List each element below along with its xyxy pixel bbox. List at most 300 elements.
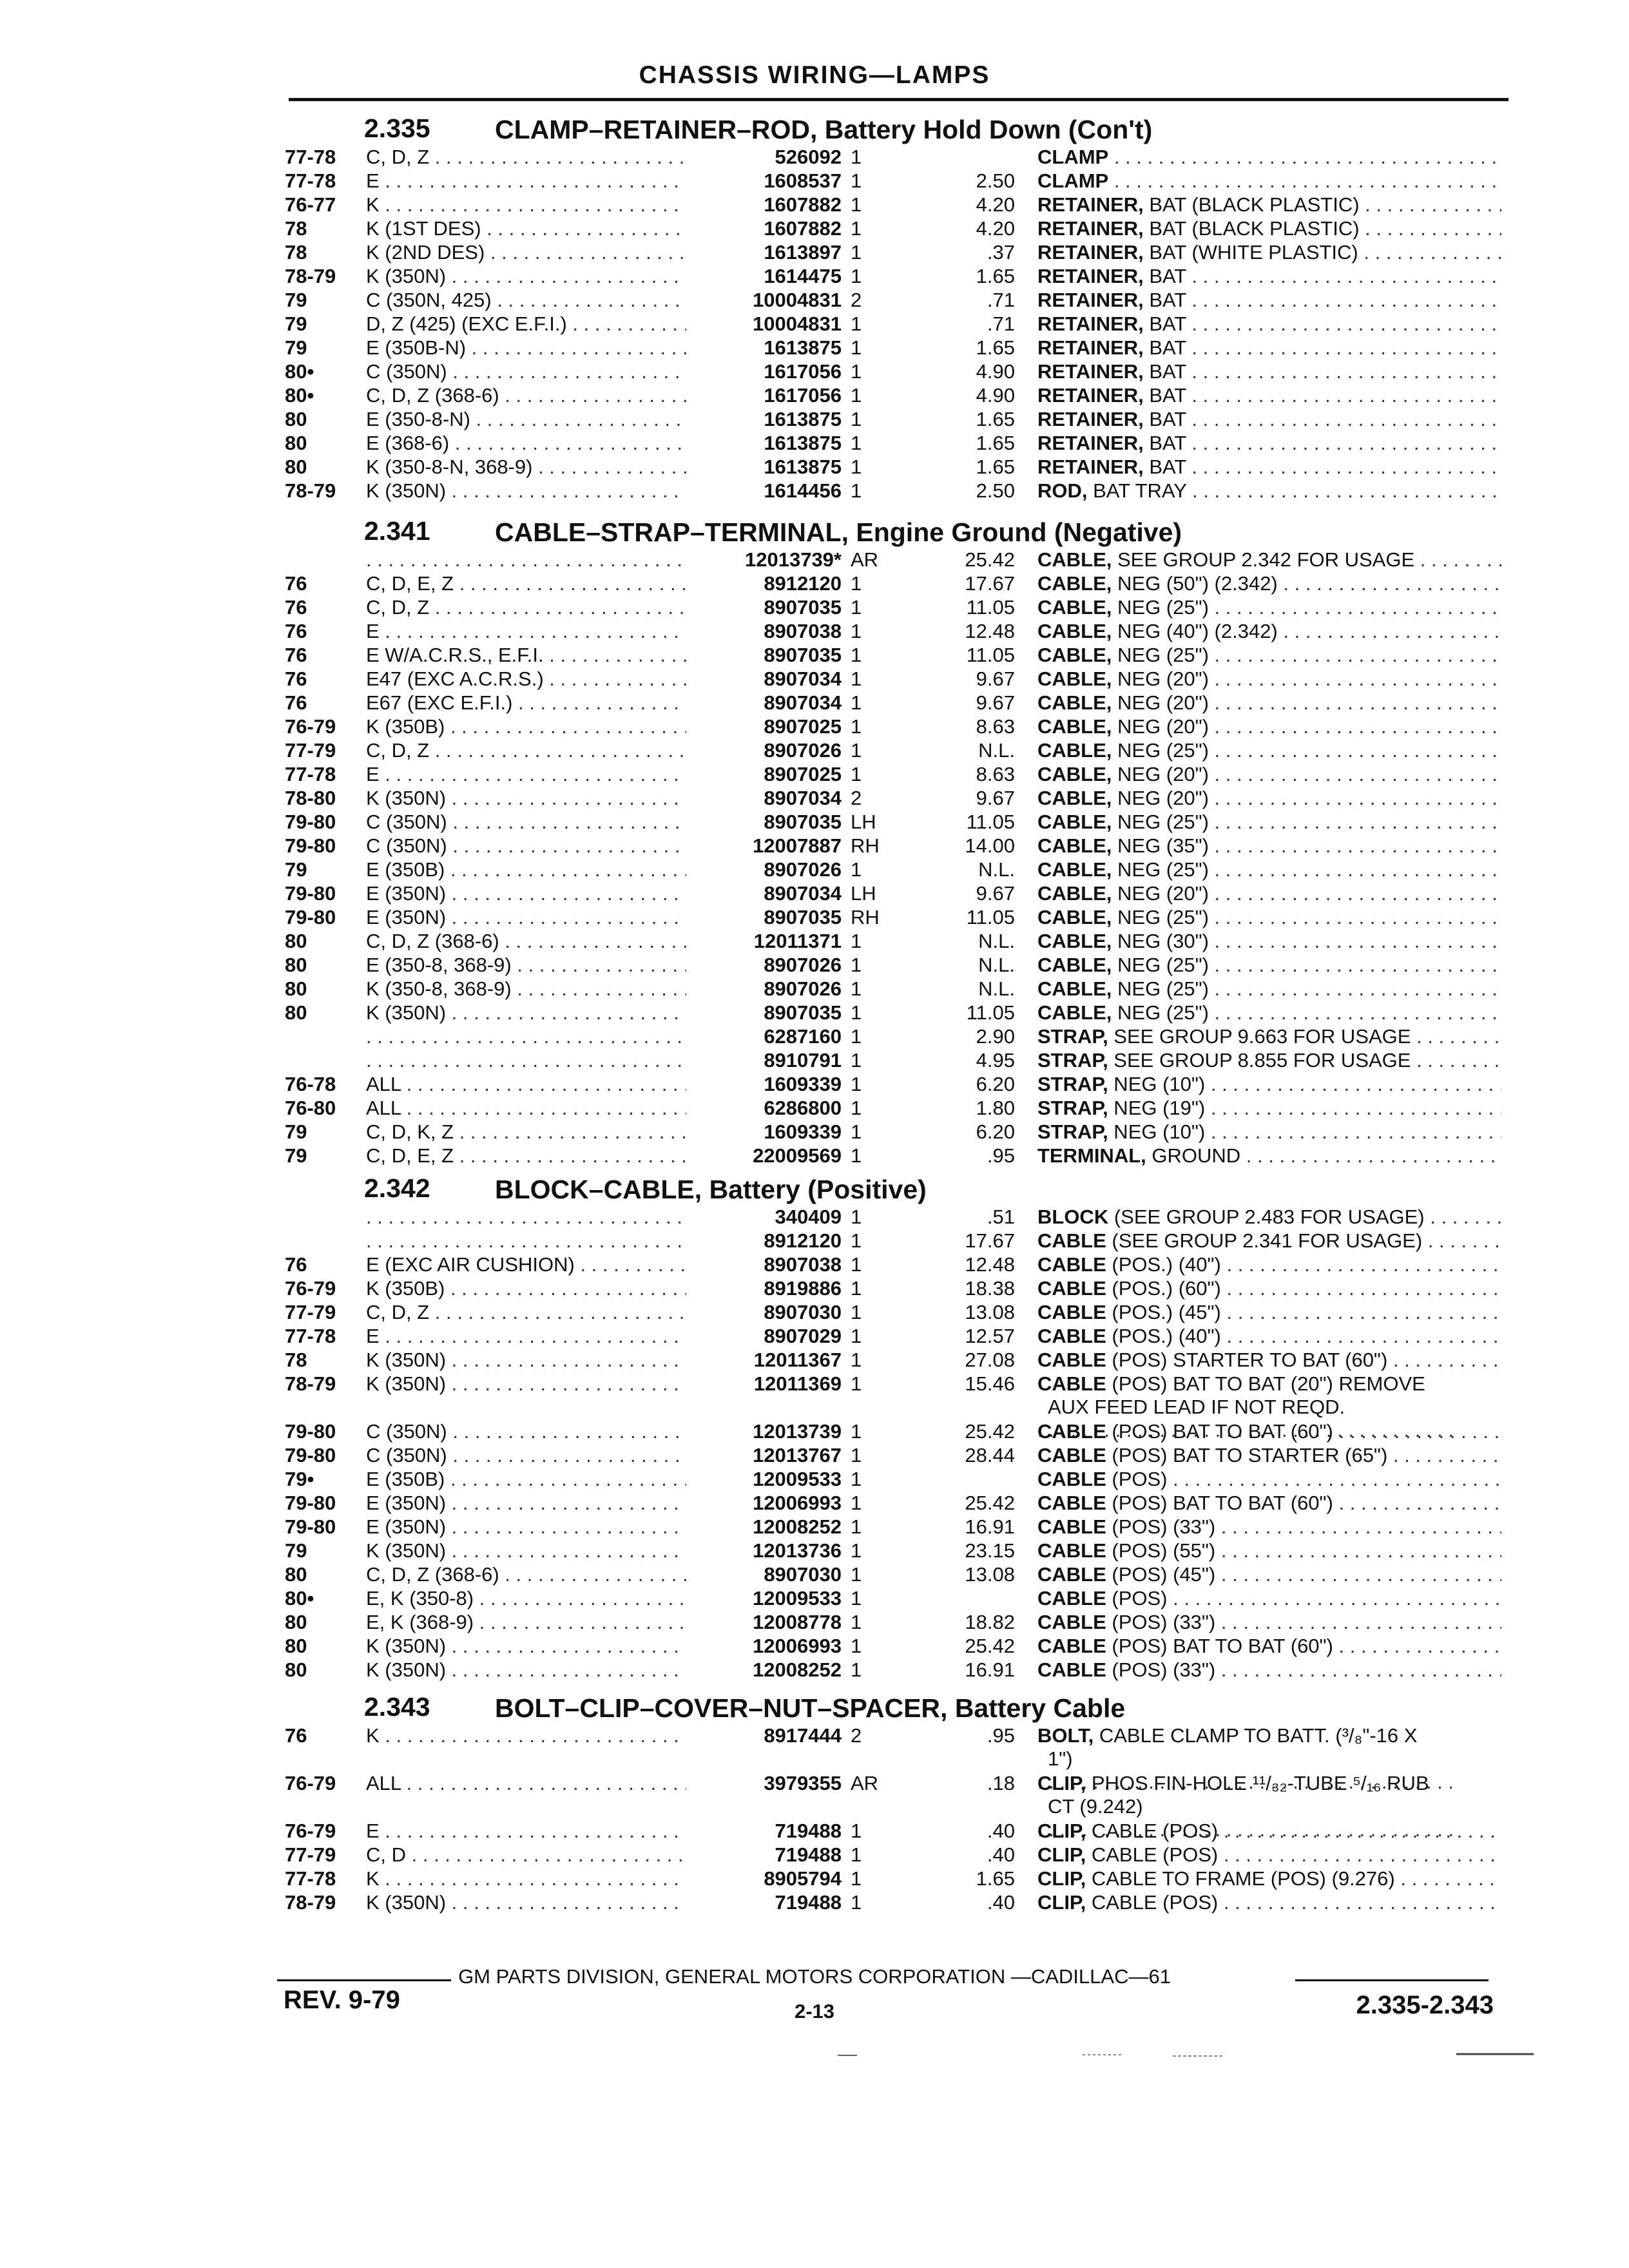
price: 1.65	[976, 456, 1015, 478]
part-detail-continued: AUX FEED LEAD IF NOT REQD.	[1048, 1396, 1345, 1418]
quantity: 1	[851, 1515, 862, 1538]
quantity: 1	[851, 930, 862, 952]
model-year: 79-80	[285, 1492, 336, 1514]
price: 13.08	[965, 1301, 1015, 1323]
part-number: 8907026	[686, 739, 842, 762]
part-description	[1037, 1611, 1501, 1634]
table-row	[0, 1120, 1629, 1144]
price: 16.91	[965, 1515, 1015, 1538]
model-usage: E . . .	[366, 169, 704, 193]
price: .40	[987, 1843, 1015, 1866]
quantity: 1	[851, 408, 862, 430]
model-year: 77-79	[285, 1301, 336, 1323]
price: 25.42	[965, 548, 1015, 571]
table-row	[0, 1772, 1629, 1820]
table-row	[0, 1539, 1629, 1563]
price: 12.48	[965, 620, 1015, 642]
model-year: 76	[285, 691, 307, 714]
table-row	[0, 360, 1629, 384]
part-description	[1037, 954, 1501, 977]
table-row	[0, 930, 1629, 954]
model-year: 76	[285, 572, 307, 595]
part-number: 12013739	[686, 1420, 842, 1443]
model-usage: E (350N) . . .	[366, 906, 704, 929]
part-description	[1037, 1277, 1501, 1300]
model-usage: C (350N, 425) . . .	[366, 289, 704, 312]
part-description	[1037, 408, 1501, 431]
model-year: 77-78	[285, 146, 336, 168]
model-usage: K (350N) . . .	[366, 1001, 704, 1024]
part-number: 8907035	[686, 1001, 842, 1024]
part-detail: PHOS FIN-HOLE ¹¹/₃₂-TUBE ⁵/₁₆ RUB	[1086, 1772, 1429, 1794]
part-description	[1037, 1539, 1501, 1562]
quantity: 1	[851, 715, 862, 738]
model-year: 80	[285, 977, 307, 1000]
part-detail: (POS)	[1106, 1468, 1168, 1490]
table-row	[0, 954, 1629, 977]
part-noun: CABLE,	[1037, 787, 1112, 809]
part-description	[1037, 1206, 1501, 1229]
model-usage: C (350N) . . .	[366, 811, 704, 834]
part-detail: CABLE (POS)	[1086, 1820, 1219, 1842]
model-usage: E47 (EXC A.C.R.S.) . . .	[366, 668, 704, 691]
table-row	[0, 312, 1629, 336]
section-number: 2.341	[364, 516, 430, 546]
part-description	[1037, 241, 1501, 264]
table-row	[0, 715, 1629, 739]
part-detail: (POS) (45")	[1106, 1563, 1216, 1586]
model-usage: C (350N) . . .	[366, 360, 704, 383]
quantity: 2	[851, 1724, 862, 1747]
part-detail: (POS.) (60")	[1106, 1277, 1221, 1300]
part-number: 22009569	[686, 1144, 842, 1168]
table-row	[0, 384, 1629, 408]
quantity: 1	[851, 217, 862, 240]
part-noun: CABLE,	[1037, 620, 1112, 642]
model-year: 80	[285, 432, 307, 454]
quantity: 1	[851, 384, 862, 407]
quantity: 1	[851, 1144, 862, 1167]
quantity: 1	[851, 1658, 862, 1681]
price: 1.65	[976, 1867, 1015, 1890]
part-description	[1037, 432, 1501, 455]
quantity: 1	[851, 1229, 862, 1252]
part-number: 526092	[686, 146, 842, 169]
part-noun: CABLE	[1037, 1349, 1106, 1371]
part-noun: CABLE	[1037, 1468, 1106, 1490]
part-description	[1037, 1867, 1501, 1890]
part-description	[1037, 1843, 1501, 1867]
model-year: 80	[285, 954, 307, 976]
table-row	[0, 193, 1629, 217]
table-row	[0, 169, 1629, 193]
part-detail: NEG (35")	[1112, 834, 1209, 857]
model-year: 80	[285, 1635, 307, 1657]
model-usage: C, D, Z (368-6) . . .	[366, 384, 704, 407]
price: 1.65	[976, 336, 1015, 359]
part-detail-continued: CT (9.242)	[1048, 1795, 1143, 1818]
part-description	[1037, 217, 1501, 240]
part-detail: NEG (25")	[1112, 954, 1209, 976]
model-usage: E (350-8, 368-9) . . .	[366, 954, 704, 977]
model-year: 79	[285, 336, 307, 359]
model-usage: E (350N) . . .	[366, 882, 704, 905]
part-noun: CABLE	[1037, 1492, 1106, 1514]
part-noun: CABLE,	[1037, 906, 1112, 928]
part-noun: STRAP,	[1037, 1073, 1108, 1095]
part-detail: NEG (25")	[1112, 906, 1209, 928]
part-noun: CABLE	[1037, 1515, 1106, 1538]
quantity: 1	[851, 1025, 862, 1048]
quantity: 1	[851, 858, 862, 881]
part-number: 8917444	[686, 1724, 842, 1747]
part-description	[1037, 1097, 1501, 1120]
part-detail: NEG (25")	[1112, 858, 1209, 881]
quantity: 1	[851, 336, 862, 359]
part-description	[1037, 1001, 1501, 1024]
part-number: 719488	[686, 1891, 842, 1914]
model-year: 77-78	[285, 1325, 336, 1347]
part-detail: BAT	[1143, 408, 1186, 430]
model-year: 77-78	[285, 1867, 336, 1890]
table-row	[0, 1144, 1629, 1168]
quantity: 1	[851, 1867, 862, 1890]
model-usage: C, D, Z . . .	[366, 596, 704, 619]
part-noun: CABLE,	[1037, 1001, 1112, 1024]
model-year: 79	[285, 289, 307, 311]
part-detail: BAT	[1143, 265, 1186, 287]
part-number: 6286800	[686, 1097, 842, 1120]
part-detail: (POS) (55")	[1106, 1539, 1216, 1562]
quantity: 1	[851, 954, 862, 976]
part-number: 12009533	[686, 1468, 842, 1491]
model-usage: C, D, Z (368-6) . . .	[366, 930, 704, 953]
part-description	[1037, 1891, 1501, 1914]
part-noun: STRAP,	[1037, 1120, 1108, 1143]
part-number: 8907038	[686, 1253, 842, 1276]
table-row	[0, 1891, 1629, 1915]
part-description	[1037, 146, 1501, 169]
part-description	[1037, 930, 1501, 953]
model-year: 79-80	[285, 882, 336, 905]
part-description	[1037, 1229, 1501, 1253]
part-noun: RETAINER,	[1037, 456, 1144, 478]
price: 9.67	[976, 668, 1015, 690]
part-description	[1037, 620, 1501, 643]
table-row	[0, 1206, 1629, 1229]
quantity: 1	[851, 977, 862, 1000]
part-noun: CABLE,	[1037, 691, 1112, 714]
part-noun: CABLE	[1037, 1444, 1106, 1466]
part-description	[1037, 548, 1501, 572]
part-number: 340409	[686, 1206, 842, 1229]
quantity: RH	[851, 834, 880, 857]
price: 4.90	[976, 360, 1015, 383]
part-noun: CABLE,	[1037, 596, 1112, 619]
table-row	[0, 432, 1629, 456]
price: 6.20	[976, 1073, 1015, 1095]
part-description	[1037, 906, 1501, 929]
model-year: 76	[285, 668, 307, 690]
part-noun: CABLE	[1037, 1277, 1106, 1300]
part-detail: NEG (25")	[1112, 739, 1209, 762]
price: .40	[987, 1820, 1015, 1842]
table-row	[0, 1820, 1629, 1843]
part-noun: BOLT,	[1037, 1724, 1094, 1747]
part-noun: CABLE,	[1037, 548, 1112, 571]
part-noun: STRAP,	[1037, 1049, 1108, 1072]
quantity: 1	[851, 1325, 862, 1347]
part-noun: TERMINAL,	[1037, 1144, 1146, 1167]
part-detail: (POS) (33")	[1106, 1658, 1216, 1681]
part-detail: BAT TRAY	[1087, 479, 1187, 502]
part-detail: CABLE (POS)	[1086, 1891, 1219, 1914]
model-usage: C (350N) . . .	[366, 834, 704, 858]
quantity: 1	[851, 1563, 862, 1586]
quantity: 1	[851, 1539, 862, 1562]
quantity: 1	[851, 1635, 862, 1657]
quantity: 1	[851, 432, 862, 454]
section-header	[0, 512, 1629, 548]
model-usage: C, D, Z (368-6) . . .	[366, 1563, 704, 1586]
part-noun: CABLE,	[1037, 715, 1112, 738]
revision-date: REV. 9-79	[284, 1986, 400, 2014]
table-row	[0, 644, 1629, 668]
part-noun: CLIP,	[1037, 1772, 1086, 1794]
section-2-343	[0, 1688, 1629, 1915]
quantity: 1	[851, 1073, 862, 1095]
quantity: 1	[851, 1891, 862, 1914]
model-year: 76	[285, 644, 307, 666]
model-usage: K (1ST DES) . . .	[366, 217, 704, 240]
table-row	[0, 1611, 1629, 1635]
price: 25.42	[965, 1635, 1015, 1657]
table-row	[0, 146, 1629, 169]
model-usage: E . . .	[366, 1820, 704, 1843]
model-year: 79•	[285, 1468, 314, 1490]
part-noun: RETAINER,	[1037, 217, 1144, 240]
model-year: 78	[285, 1349, 307, 1371]
model-year: 79	[285, 1539, 307, 1562]
price: .37	[987, 241, 1015, 264]
part-description	[1037, 169, 1501, 193]
quantity: 1	[851, 1372, 862, 1395]
model-usage: E (350N) . . .	[366, 1492, 704, 1515]
table-row	[0, 1867, 1629, 1891]
part-noun: CABLE	[1037, 1325, 1106, 1347]
model-usage: E, K (350-8) . . .	[366, 1587, 704, 1610]
part-number: 1607882	[686, 217, 842, 240]
part-number: 12011367	[686, 1349, 842, 1372]
table-row	[0, 1349, 1629, 1372]
table-row	[0, 691, 1629, 715]
part-noun: CABLE,	[1037, 858, 1112, 881]
part-detail: NEG (40") (2.342)	[1112, 620, 1278, 642]
model-usage: K (350N) . . .	[366, 479, 704, 503]
section-title: BOLT–CLIP–COVER–NUT–SPACER, Battery Cable	[495, 1693, 1126, 1723]
part-detail: NEG (20")	[1112, 668, 1209, 690]
part-number: 1608537	[686, 169, 842, 193]
model-usage: C, D, E, Z . . .	[366, 572, 704, 595]
price: 4.95	[976, 1049, 1015, 1072]
model-usage: C, D, K, Z . . .	[366, 1120, 704, 1144]
part-detail: NEG (20")	[1112, 715, 1209, 738]
model-usage: K . . .	[366, 193, 704, 216]
price: 9.67	[976, 787, 1015, 809]
part-detail: (POS.) (40")	[1106, 1253, 1221, 1276]
part-number: 8907030	[686, 1563, 842, 1586]
price: N.L.	[978, 977, 1015, 1000]
table-row	[0, 882, 1629, 906]
part-detail: NEG (20")	[1112, 691, 1209, 714]
part-number: 8907034	[686, 668, 842, 691]
table-row	[0, 548, 1629, 572]
part-noun: CLAMP	[1037, 146, 1109, 168]
model-usage: E . . .	[366, 1325, 704, 1348]
table-row	[0, 1301, 1629, 1325]
part-detail: (POS) BAT TO BAT (20") REMOVE	[1106, 1372, 1425, 1395]
scan-specks	[838, 2052, 1534, 2059]
table-row	[0, 456, 1629, 479]
part-description	[1037, 312, 1501, 336]
model-year: 76-79	[285, 1820, 336, 1842]
part-noun: CABLE	[1037, 1539, 1106, 1562]
quantity: 1	[851, 763, 862, 785]
model-usage: E (368-6) . . .	[366, 432, 704, 455]
price: 4.20	[976, 193, 1015, 216]
price: 2.90	[976, 1025, 1015, 1048]
table-row	[0, 1097, 1629, 1120]
model-year: 76-79	[285, 1772, 336, 1794]
part-noun: CABLE,	[1037, 977, 1112, 1000]
model-year: 80	[285, 1563, 307, 1586]
quantity: 1	[851, 1097, 862, 1119]
table-row	[0, 1277, 1629, 1301]
part-description	[1037, 1325, 1501, 1348]
part-detail: NEG (25")	[1112, 977, 1209, 1000]
model-usage	[366, 1229, 704, 1253]
model-year: 76-79	[285, 1277, 336, 1300]
model-year: 79	[285, 1144, 307, 1167]
quantity: 1	[851, 1120, 862, 1143]
part-noun: CLAMP	[1037, 169, 1109, 192]
table-row	[0, 620, 1629, 644]
price: .51	[987, 1206, 1015, 1228]
quantity: 1	[851, 1253, 862, 1276]
part-detail: (POS.) (45")	[1106, 1301, 1221, 1323]
part-number: 8907035	[686, 906, 842, 929]
page-title: CHASSIS WIRING—LAMPS	[639, 61, 990, 89]
part-description	[1037, 596, 1501, 619]
part-number: 719488	[686, 1843, 842, 1867]
quantity: AR	[851, 1772, 879, 1794]
part-number: 6287160	[686, 1025, 842, 1048]
price: 13.08	[965, 1563, 1015, 1586]
part-noun: CABLE,	[1037, 572, 1112, 595]
price: 23.15	[965, 1539, 1015, 1562]
table-row	[0, 811, 1629, 834]
part-detail: BAT	[1143, 384, 1186, 407]
part-description	[1037, 858, 1501, 881]
part-description	[1037, 977, 1501, 1001]
part-detail: NEG (25")	[1112, 644, 1209, 666]
model-usage: C (350N) . . .	[366, 1420, 704, 1443]
model-usage: K (350-8, 368-9) . . .	[366, 977, 704, 1001]
part-detail: NEG (20")	[1112, 787, 1209, 809]
model-year: 76-77	[285, 193, 336, 216]
price: 17.67	[965, 1229, 1015, 1252]
part-detail: BAT (BLACK PLASTIC)	[1143, 217, 1360, 240]
part-number: 8907034	[686, 691, 842, 715]
part-number: 1613897	[686, 241, 842, 264]
part-detail: NEG (19")	[1108, 1097, 1206, 1119]
part-number: 1613875	[686, 408, 842, 431]
price: 16.91	[965, 1658, 1015, 1681]
part-number: 10004831	[686, 289, 842, 312]
table-row	[0, 1635, 1629, 1658]
price: 11.05	[966, 811, 1015, 833]
price: 9.67	[976, 882, 1015, 905]
part-detail: BAT	[1143, 432, 1186, 454]
part-number: 8907035	[686, 644, 842, 667]
part-description	[1037, 1301, 1501, 1324]
quantity: 1	[851, 1444, 862, 1466]
price: 18.82	[965, 1611, 1015, 1633]
model-year: 80	[285, 456, 307, 478]
part-description	[1037, 715, 1501, 738]
part-description	[1037, 1820, 1501, 1843]
model-usage: E (EXC AIR CUSHION) . . .	[366, 1253, 704, 1276]
model-year: 80•	[285, 360, 314, 383]
model-usage: E, K (368-9) . . .	[366, 1611, 704, 1634]
model-year: 77-79	[285, 739, 336, 762]
table-row	[0, 479, 1629, 503]
model-usage: K (350N) . . .	[366, 1635, 704, 1658]
table-row	[0, 1025, 1629, 1049]
table-row	[0, 289, 1629, 312]
part-noun: RETAINER,	[1037, 312, 1144, 335]
part-number: 1613875	[686, 456, 842, 479]
part-number: 8907034	[686, 882, 842, 905]
price: 2.50	[976, 169, 1015, 192]
group-range: 2.335-2.343	[1356, 1991, 1494, 2019]
quantity: RH	[851, 906, 880, 928]
model-usage	[366, 1206, 704, 1229]
section-2-341	[0, 512, 1629, 1168]
model-usage: K (350N) . . .	[366, 1891, 704, 1914]
part-number: 12011371	[686, 930, 842, 953]
part-description	[1037, 1349, 1501, 1372]
part-number: 8907025	[686, 715, 842, 738]
part-detail: (SEE GROUP 2.341 FOR USAGE)	[1106, 1229, 1423, 1252]
part-number: 12007887	[686, 834, 842, 858]
table-row	[0, 572, 1629, 596]
part-number: 12008778	[686, 1611, 842, 1634]
quantity: 1	[851, 479, 862, 502]
price: 4.90	[976, 384, 1015, 407]
part-noun: CABLE	[1037, 1229, 1106, 1252]
section-header	[0, 1688, 1629, 1724]
part-description	[1037, 479, 1501, 503]
table-row	[0, 739, 1629, 763]
model-year: 79-80	[285, 811, 336, 833]
part-number: 8907029	[686, 1325, 842, 1348]
table-row	[0, 265, 1629, 289]
part-number: 8907026	[686, 954, 842, 977]
section-2-342	[0, 1169, 1629, 1682]
model-usage: ALL . . .	[366, 1097, 704, 1120]
section-number: 2.335	[364, 113, 430, 143]
